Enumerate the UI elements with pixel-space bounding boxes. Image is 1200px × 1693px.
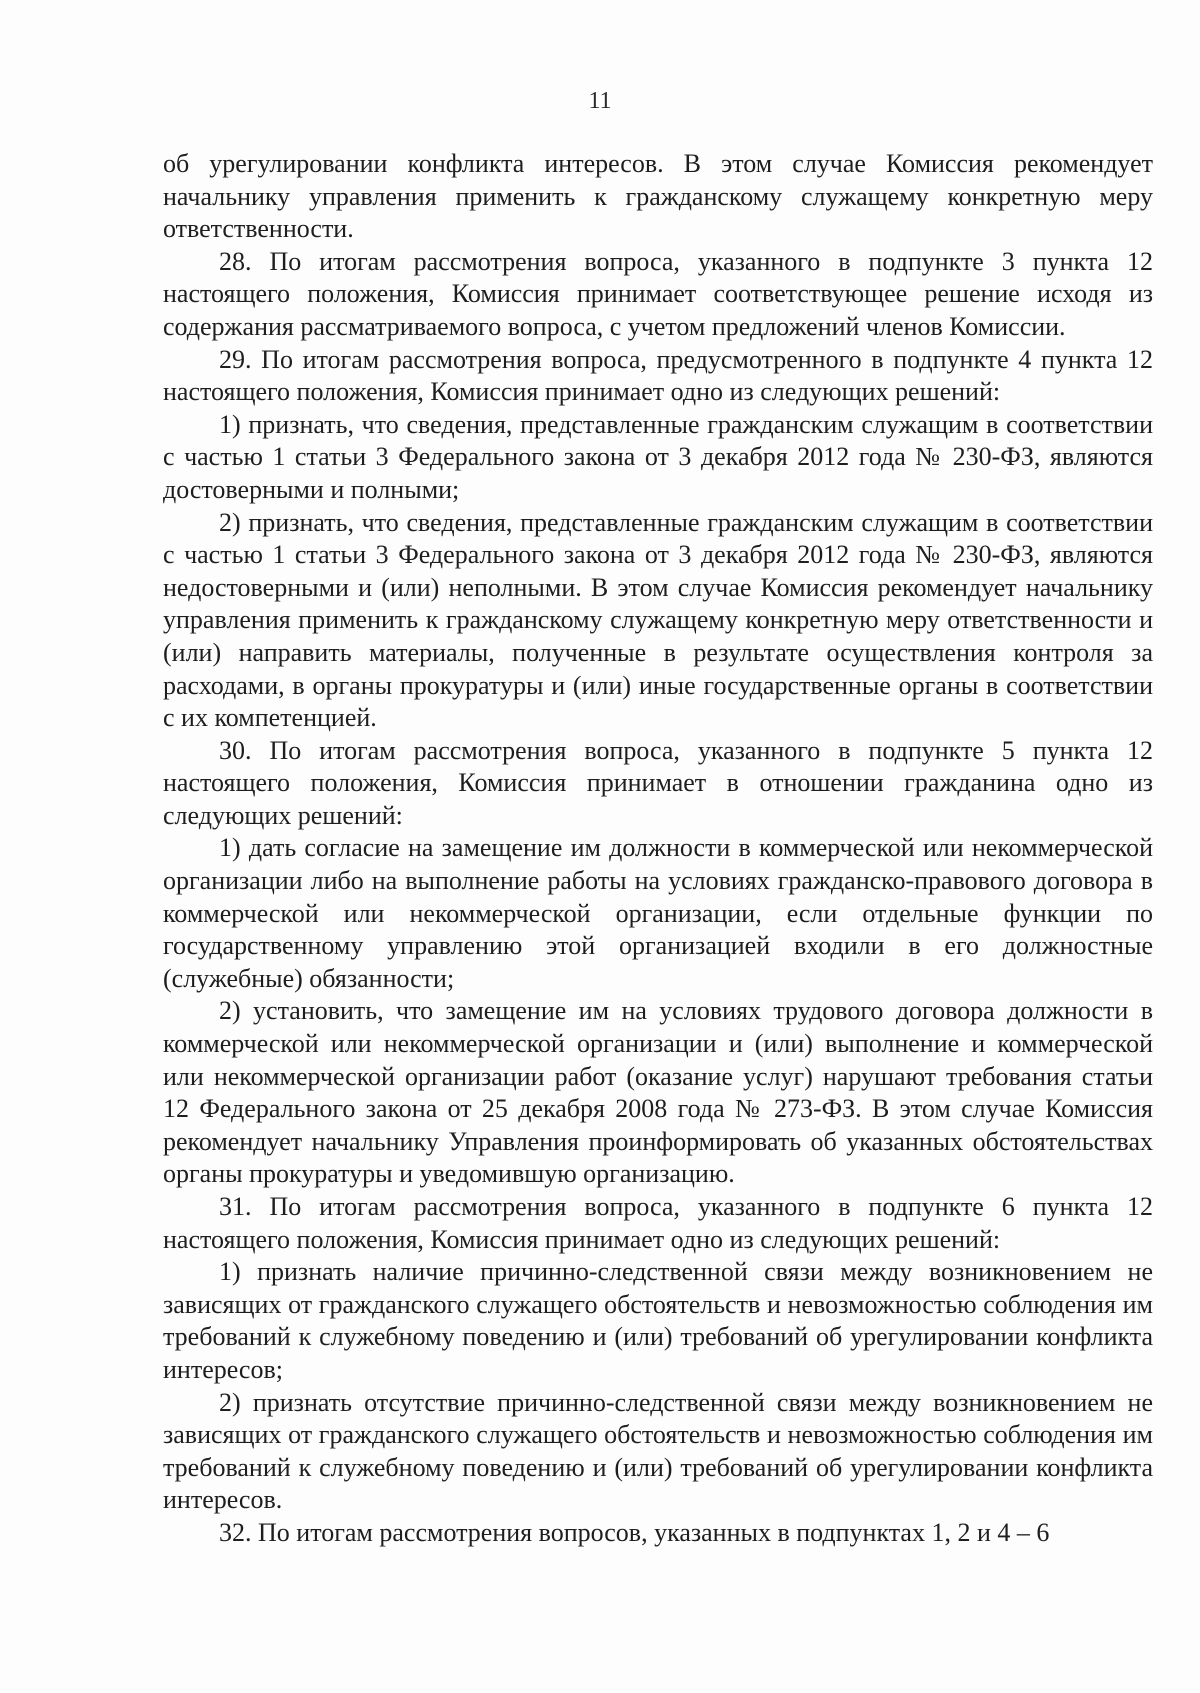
page-number: 11	[588, 88, 612, 114]
paragraph-item-30-subitem-2: 2) установить, что замещение им на условиях трудового договора должности в коммерческой или некоммерческой организации и (или) выполнение и коммерческой или некоммерческой организации работ (оказание услуг) нарушают требования статьи 12 Федерального закона от 25 декабря 2008 года № 273-ФЗ. В этом случае Комиссия рекомендует начальнику Управления проинформировать об указанных обстоятельствах органы прокуратуры и уведомившую организацию.	[163, 996, 1153, 1189]
paragraph-continuation: об урегулировании конфликта интересов. В этом случае Комиссия рекомендует начальнику управления применить к гражданскому служащему конкретную меру ответственности.	[163, 149, 1153, 244]
paragraph-item-29: 29. По итогам рассмотрения вопроса, предусмотренного в подпункте 4 пункта 12 настоящего положения, Комиссия принимает одно из следующих решений:	[163, 344, 1153, 407]
document-body	[163, 148, 1153, 1550]
paragraph-item-31-subitem-1: 1) признать наличие причинно-следственной связи между возникновением не зависящих от гражданского служащего обстоятельств и невозможностью соблюдения им требований к служебному поведению и (или) требований об урегулировании конфликта интересов;	[163, 1257, 1153, 1384]
paragraph-item-28: 28. По итогам рассмотрения вопроса, указанного в подпункте 3 пункта 12 настоящего положения, Комиссия принимает соответствующее решение исходя из содержания рассматриваемого вопроса, с учетом предложений членов Комиссии.	[163, 246, 1153, 341]
paragraph-item-29-subitem-2: 2) признать, что сведения, представленные гражданским служащим в соответствии с частью 1 статьи 3 Федерального закона от 3 декабря 2012 года № 230-ФЗ, являются недостоверными и (или) неполными. В этом случае Комиссия рекомендует начальнику управления применить к гражданскому служащему конкретную меру ответственности и (или) направить материалы, полученные в результате осуществления контроля за расходами, в органы прокуратуры и (или) иные государственные органы в соответствии с их компетенцией.	[163, 507, 1153, 733]
paragraph-item-31: 31. По итогам рассмотрения вопроса, указанного в подпункте 6 пункта 12 настоящего положения, Комиссия принимает одно из следующих решений:	[163, 1192, 1153, 1254]
paragraph-item-29-subitem-1: 1) признать, что сведения, представленные гражданским служащим в соответствии с частью 1 статьи 3 Федерального закона от 3 декабря 2012 года № 230-ФЗ, являются достоверными и полными;	[163, 409, 1153, 504]
paragraph-item-32: 32. По итогам рассмотрения вопросов, указанных в подпунктах 1, 2 и 4 – 6	[219, 1517, 1050, 1547]
paragraph-item-31-subitem-2: 2) признать отсутствие причинно-следственной связи между возникновением не зависящих от гражданского служащего обстоятельств и невозможностью соблюдения им требований к служебному поведению и (или) требований об урегулировании конфликта интересов.	[163, 1387, 1153, 1515]
paragraph-item-30-subitem-1: 1) дать согласие на замещение им должности в коммерческой или некоммерческой организации либо на выполнение работы на условиях гражданско-правового договора в коммерческой или некоммерческой организации, если отдельные функции по государственному управлению этой организацией входили в его должностные (служебные) обязанности;	[163, 833, 1153, 993]
paragraph-item-30: 30. По итогам рассмотрения вопроса, указанного в подпункте 5 пункта 12 настоящего положения, Комиссия принимает в отношении гражданина одно из следующих решений:	[163, 735, 1153, 830]
